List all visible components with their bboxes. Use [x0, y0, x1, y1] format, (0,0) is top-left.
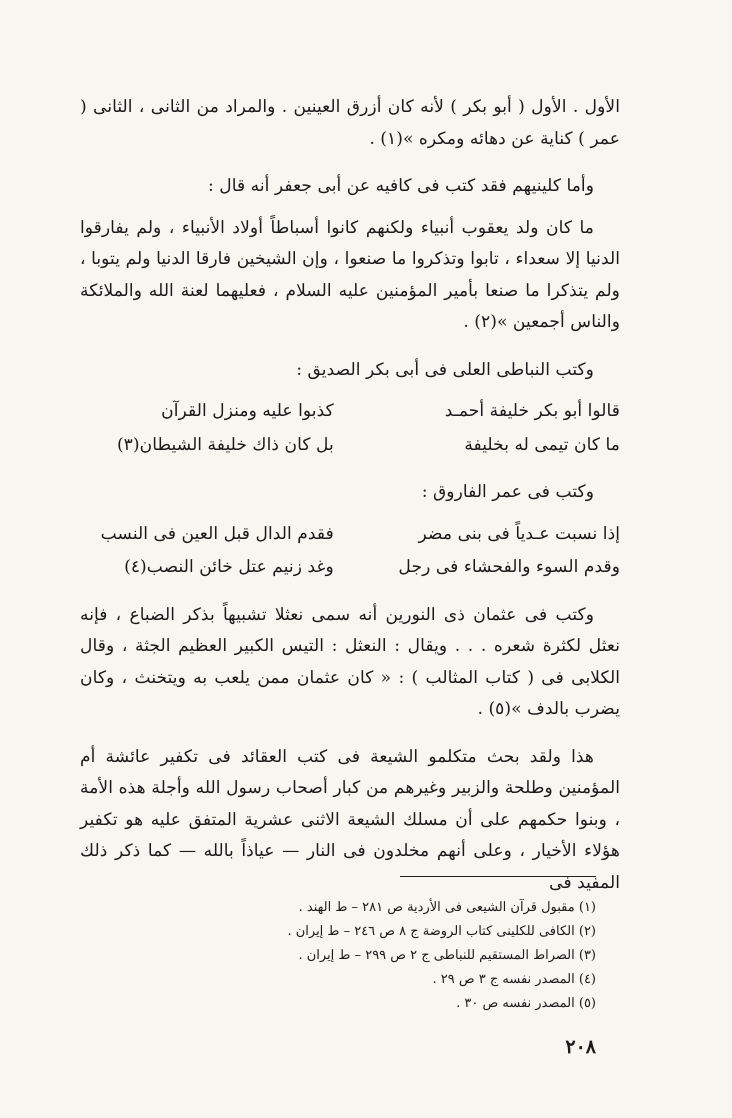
- verse-3-first-hemistich: إذا نسبت عـدياً فى بنى مضر: [418, 523, 620, 544]
- verse-1-first-hemistich: قالوا أبو بكر خليفة أحمـد: [444, 401, 620, 421]
- verse-2-first-hemistich: ما كان تيمى له بخليفة: [464, 434, 620, 455]
- verse-4-first-hemistich: وقدم السوء والفحشاء فى رجل: [398, 557, 620, 577]
- footnote-2: (٢) الكافى للكلينى كتاب الروضة ج ٨ ص ٢٤٦ – ط إيران .: [287, 924, 596, 939]
- verse-line-1: [80, 396, 620, 428]
- paragraph-5: وكتب فى عمر الفاروق :: [421, 482, 594, 502]
- verse-line-4: [80, 552, 620, 584]
- footnote-4: (٤) المصدر نفسه ج ٣ ص ٢٩ .: [432, 972, 596, 987]
- verse-line-2: [80, 430, 620, 462]
- page-number: ٢٠٨: [565, 1036, 596, 1058]
- body-text: [80, 92, 620, 899]
- footnotes: [186, 896, 596, 1016]
- paragraph-7: هذا ولقد بحث متكلمو الشيعة فى كتب العقائد فى تكفير عائشة أم المؤمنين وطلحة والزبير وغيرهم من كبار أصحاب رسول الله وأجلة هذه الأمة ، وبنوا حكمهم على أن مسلك الشيعة الاثنى عشرية المتفق عليه هو تكفير هؤلاء الأخيار ، وعلى أنهم مخلدون فى النار — عياذاً بالله — كما ذكر ذلك المفيد فى: [80, 746, 620, 893]
- verse-1-second-hemistich: كذبوا عليه ومنزل القرآن: [161, 401, 334, 421]
- paragraph-1: الأول . الأول ( أبو بكر ) لأنه كان أزرق العينين . والمراد من الثانى ، الثانى ( عمر ) كناية عن دهائه ومكره »(١) .: [80, 97, 620, 149]
- paragraph-2: وأما كلينيهم فقد كتب فى كافيه عن أبى جعفر أنه قال :: [208, 176, 594, 196]
- footnote-5: (٥) المصدر نفسه ص ٣٠ .: [456, 996, 596, 1011]
- verse-2-second-hemistich: بل كان ذاك خليفة الشيطان(٣): [116, 434, 334, 455]
- paragraph-6: وكتب فى عثمان ذى النورين أنه سمى نعثلا تشبيهاً بذكر الضباع ، فإنه نعثل لكثرة شعره . . . ويقال : النعثل : التيس الكبير العظيم الجثة ، وقال الكلابى فى ( كتاب المثالب ) : « كان عثمان ممن يلعب به ويتخنث ، وكان يضرب بالدف »(٥) .: [80, 604, 620, 719]
- verse-3-second-hemistich: فقدم الدال قبل العين فى النسب: [100, 523, 334, 544]
- verse-4-second-hemistich: وغد زنيم عتل خائن النصب(٤): [124, 557, 334, 577]
- verse-line-3: [80, 519, 620, 551]
- footnote-1: (١) مقبول قرآن الشيعى فى الأردية ص ٢٨١ – ط الهند .: [298, 900, 596, 915]
- quote-paragraph: ما كان ولد يعقوب أنبياء ولكنهم كانوا أسباطاً أولاد الأنبياء ، ولم يفارقوا الدنيا إلا سعداء ، تابوا وتذكروا ما صنعوا ، وإن الشيخين فارقا الدنيا ولم يتوبا ، ولم يتذكرا ما صنعا بأمير المؤمنين عليه السلام ، فعليهما لعنة الله والملائكة والناس أجمعين »(٢) .: [80, 217, 620, 332]
- footnote-3: (٣) الصراط المستقيم للنباطى ج ٢ ص ٢٩٩ – ط إيران .: [298, 948, 596, 963]
- paragraph-4: وكتب النباطى العلى فى أبى بكر الصديق :: [296, 359, 594, 380]
- footnote-divider: [400, 876, 596, 877]
